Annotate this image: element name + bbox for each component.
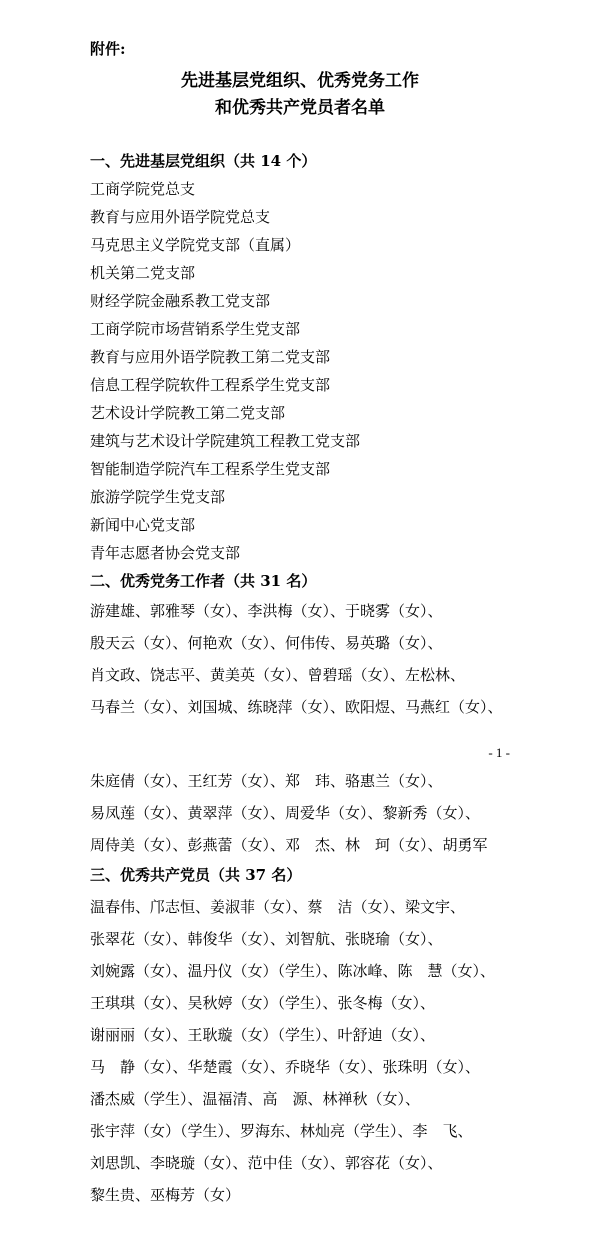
name-line: 刘思凯、李晓璇（女）、范中佳（女）、郭容花（女）、 <box>90 1154 443 1172</box>
org-item: 教育与应用外语学院党总支 <box>90 208 271 226</box>
name-line: 马 静（女）、华楚霞（女）、乔晓华（女）、张珠明（女）、 <box>90 1058 481 1076</box>
attachment-label: 附件: <box>90 40 126 58</box>
org-item: 建筑与艺术设计学院建筑工程教工党支部 <box>90 432 361 450</box>
org-item: 信息工程学院软件工程系学生党支部 <box>90 376 331 394</box>
org-item: 工商学院党总支 <box>90 180 196 198</box>
org-item: 艺术设计学院教工第二党支部 <box>90 404 286 422</box>
name-line: 肖文政、饶志平、黄美英（女）、曾碧瑶（女）、左松林、 <box>90 666 466 684</box>
document-title-line-2: 和优秀共产党员者名单 <box>215 98 385 118</box>
name-line: 王琪琪（女）、吴秋婷（女）（学生）、张冬梅（女）、 <box>90 994 436 1012</box>
name-line: 马春兰（女）、刘国城、练晓萍（女）、欧阳煜、马燕红（女）、 <box>90 698 503 716</box>
name-line: 张宇萍（女）（学生）、罗海东、林灿亮（学生）、李 飞、 <box>90 1122 473 1140</box>
name-line: 周侍美（女）、彭燕蕾（女）、邓 杰、林 珂（女）、胡勇军 <box>90 836 488 854</box>
section3-heading: 三、优秀共产党员（共 37 名） <box>90 866 302 884</box>
section2-heading: 二、优秀党务工作者（共 31 名） <box>90 572 317 590</box>
document-title-line-1: 先进基层党组织、优秀党务工作 <box>181 71 419 91</box>
section1-heading: 一、先进基层党组织（共 14 个） <box>90 152 317 170</box>
org-item: 机关第二党支部 <box>90 264 196 282</box>
org-item: 教育与应用外语学院教工第二党支部 <box>90 348 331 366</box>
org-item: 青年志愿者协会党支部 <box>90 544 241 562</box>
org-item: 新闻中心党支部 <box>90 516 196 534</box>
name-line: 刘婉露（女）、温丹仪（女）（学生）、陈冰峰、陈 慧（女）、 <box>90 962 496 980</box>
org-item: 智能制造学院汽车工程系学生党支部 <box>90 460 331 478</box>
org-item: 旅游学院学生党支部 <box>90 488 226 506</box>
page-number: - 1 - <box>488 745 510 760</box>
name-line: 黎生贵、巫梅芳（女） <box>90 1186 241 1204</box>
name-line: 张翠花（女）、韩俊华（女）、刘智航、张晓瑜（女）、 <box>90 930 443 948</box>
name-line: 殷天云（女）、何艳欢（女）、何伟传、易英璐（女）、 <box>90 634 443 652</box>
name-line: 温春伟、邝志恒、姜淑菲（女）、蔡 洁（女）、梁文宇、 <box>90 898 466 916</box>
org-item: 财经学院金融系教工党支部 <box>90 292 271 310</box>
org-item: 马克思主义学院党支部（直属） <box>90 236 301 254</box>
name-line: 游建雄、郭雅琴（女）、李洪梅（女）、于晓雾（女）、 <box>90 602 443 620</box>
name-line: 谢丽丽（女）、王耿璇（女）（学生）、叶舒迪（女）、 <box>90 1026 436 1044</box>
name-line: 朱庭倩（女）、王红芳（女）、郑 玮、骆惠兰（女）、 <box>90 772 443 790</box>
name-line: 易凤莲（女）、黄翠萍（女）、周爱华（女）、黎新秀（女）、 <box>90 804 481 822</box>
name-line: 潘杰威（学生）、温福清、高 源、林禅秋（女）、 <box>90 1090 421 1108</box>
org-item: 工商学院市场营销系学生党支部 <box>90 320 301 338</box>
